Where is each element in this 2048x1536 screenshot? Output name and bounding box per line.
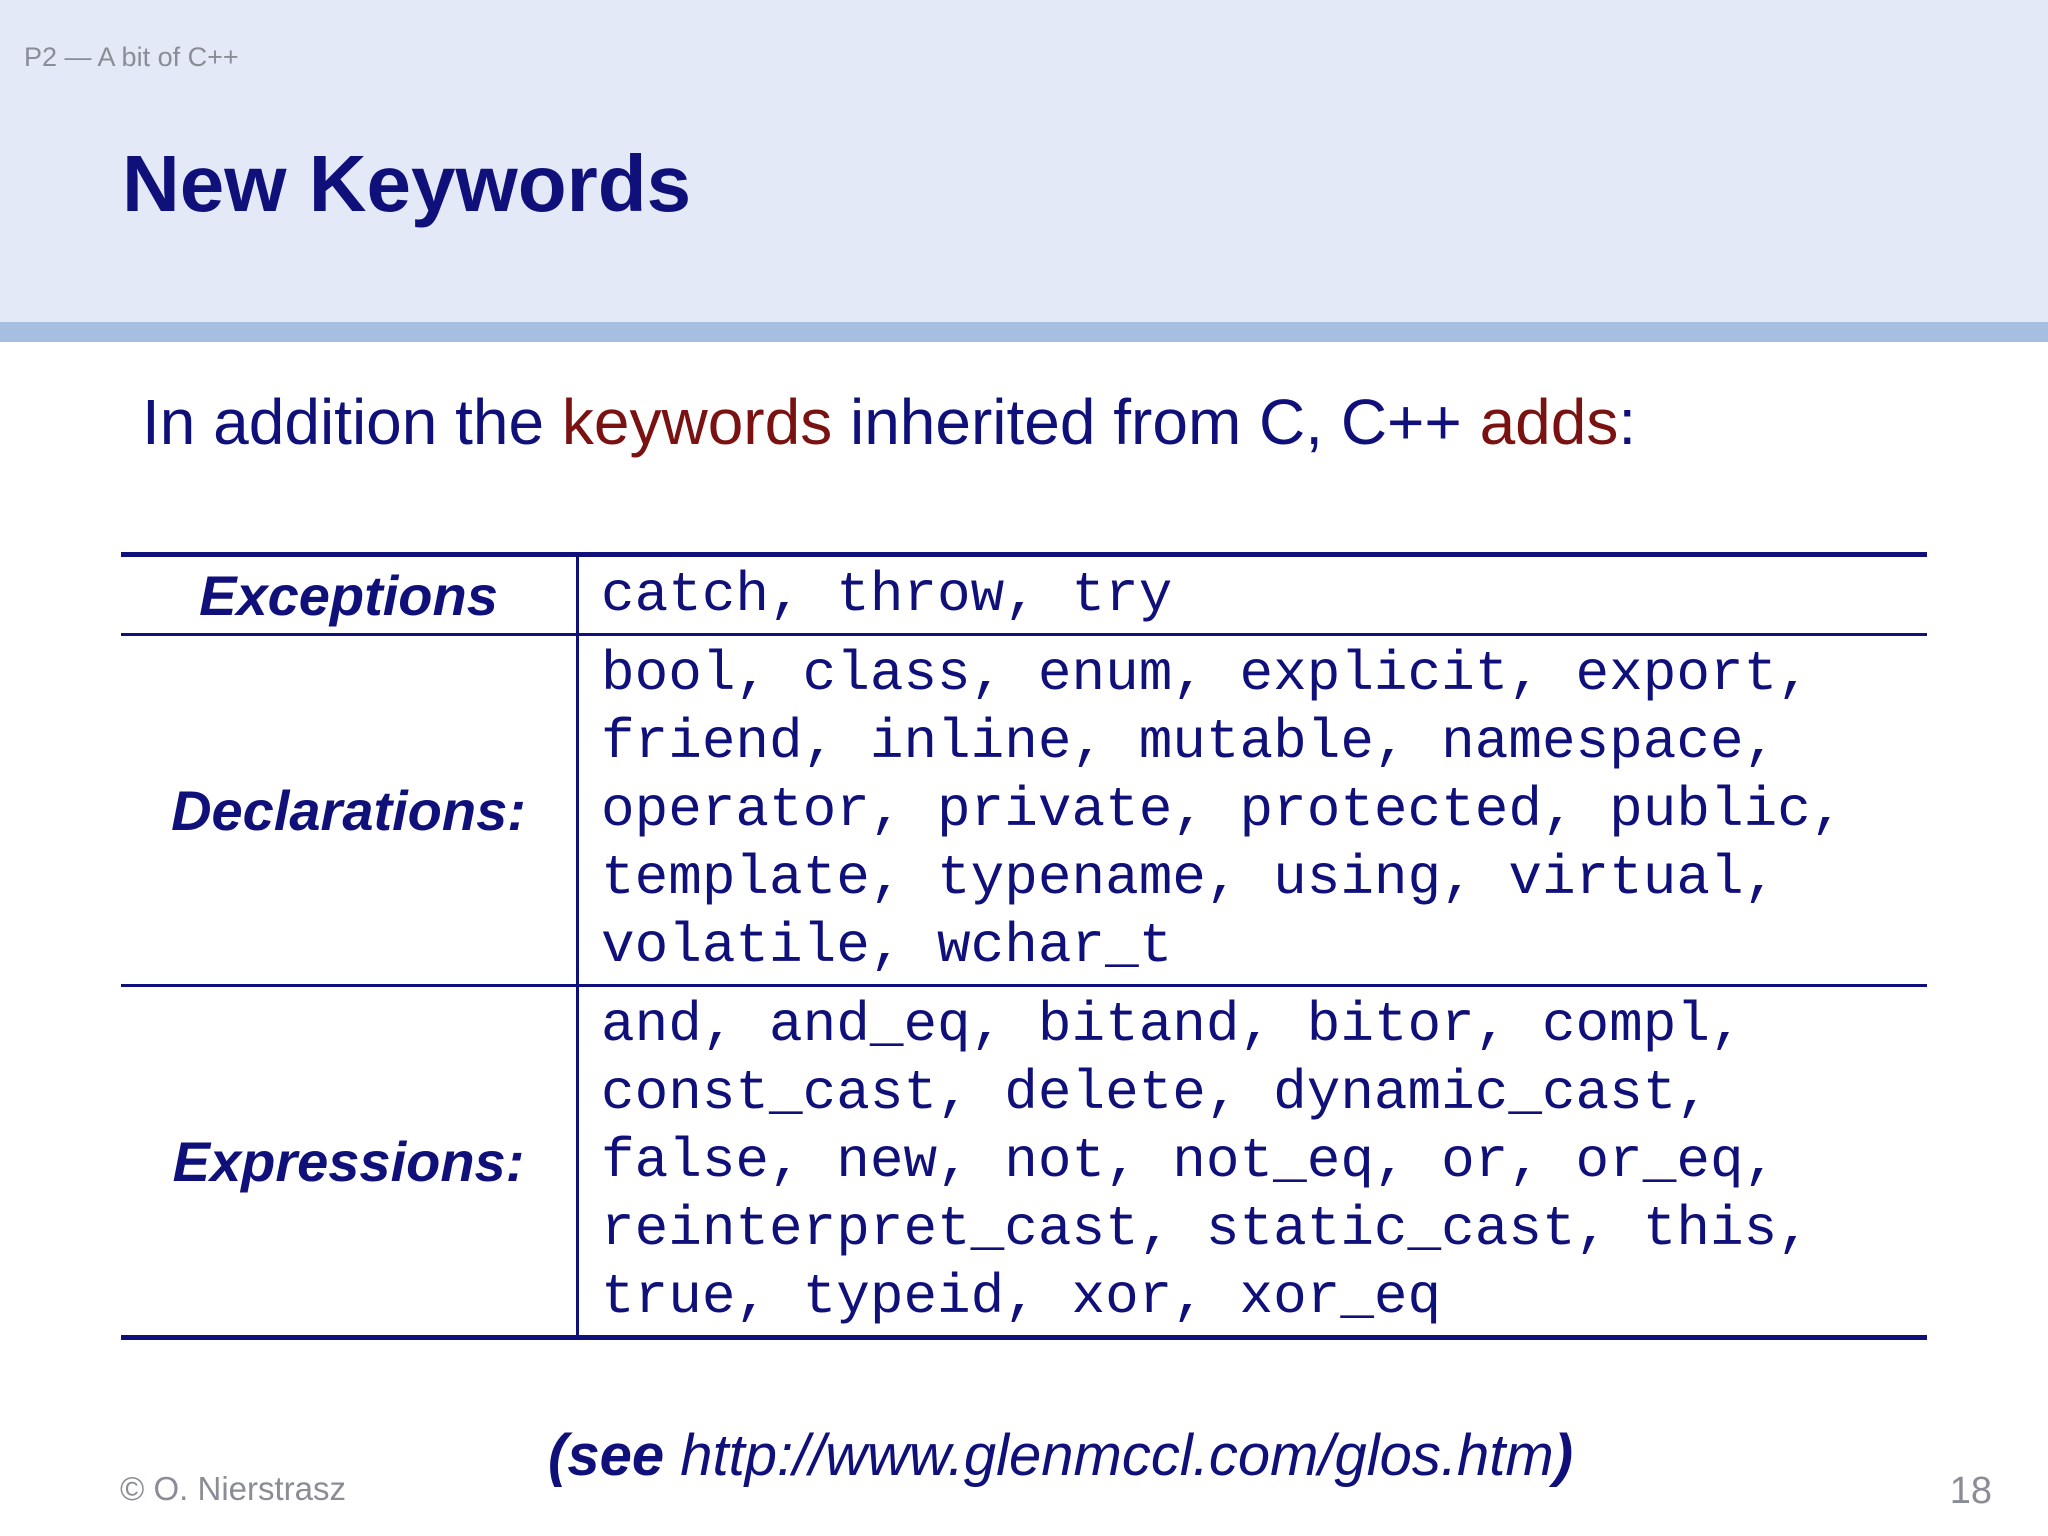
reference-note: [548, 1422, 1573, 1489]
table-row-declarations: [121, 633, 1927, 984]
keyword-list: [579, 987, 1927, 1335]
intro-accent-keywords: keywords: [561, 386, 833, 458]
intro-text-2: inherited from C, C++: [832, 386, 1480, 458]
copyright-notice: © O. Nierstrasz: [120, 1470, 347, 1507]
keyword-line: operator, private, protected, public,: [601, 778, 1845, 842]
intro-accent-adds: adds: [1479, 386, 1619, 458]
keyword-table: [121, 552, 1927, 1340]
slide-title: New Keywords: [122, 139, 692, 228]
page-number: 18: [1949, 1470, 1992, 1512]
header-divider: [0, 322, 2048, 342]
keyword-line: volatile, wchar_t: [601, 914, 1173, 978]
reference-open: (see: [548, 1423, 681, 1488]
category-label: Expressions:: [121, 987, 579, 1335]
keyword-line: friend, inline, mutable, namespace,: [601, 710, 1778, 774]
intro-text-1: In addition the: [142, 386, 562, 458]
reference-url: http://www.glenmccl.com/glos.htm: [680, 1423, 1554, 1488]
table-row-expressions: [121, 984, 1927, 1335]
keyword-line: reinterpret_cast, static_cast, this,: [601, 1197, 1811, 1261]
keyword-line: bool, class, enum, explicit, export,: [601, 642, 1811, 706]
category-label: Declarations:: [121, 636, 579, 984]
course-label: P2 — A bit of C++: [24, 42, 239, 72]
intro-text-3: :: [1618, 386, 1637, 458]
keyword-line: true, typeid, xor, xor_eq: [601, 1265, 1442, 1329]
reference-close: ): [1553, 1423, 1574, 1488]
table-row-exceptions: [121, 557, 1927, 633]
keyword-list: [579, 636, 1927, 984]
intro-sentence: [142, 385, 1636, 459]
keyword-line: and, and_eq, bitand, bitor, compl,: [601, 993, 1744, 1057]
keyword-line: template, typename, using, virtual,: [601, 846, 1778, 910]
keyword-list: [579, 557, 1927, 633]
keyword-line: catch, throw, try: [601, 563, 1173, 627]
keyword-line: false, new, not, not_eq, or, or_eq,: [601, 1129, 1778, 1193]
keyword-line: const_cast, delete, dynamic_cast,: [601, 1061, 1710, 1125]
category-label: Exceptions: [121, 557, 579, 633]
